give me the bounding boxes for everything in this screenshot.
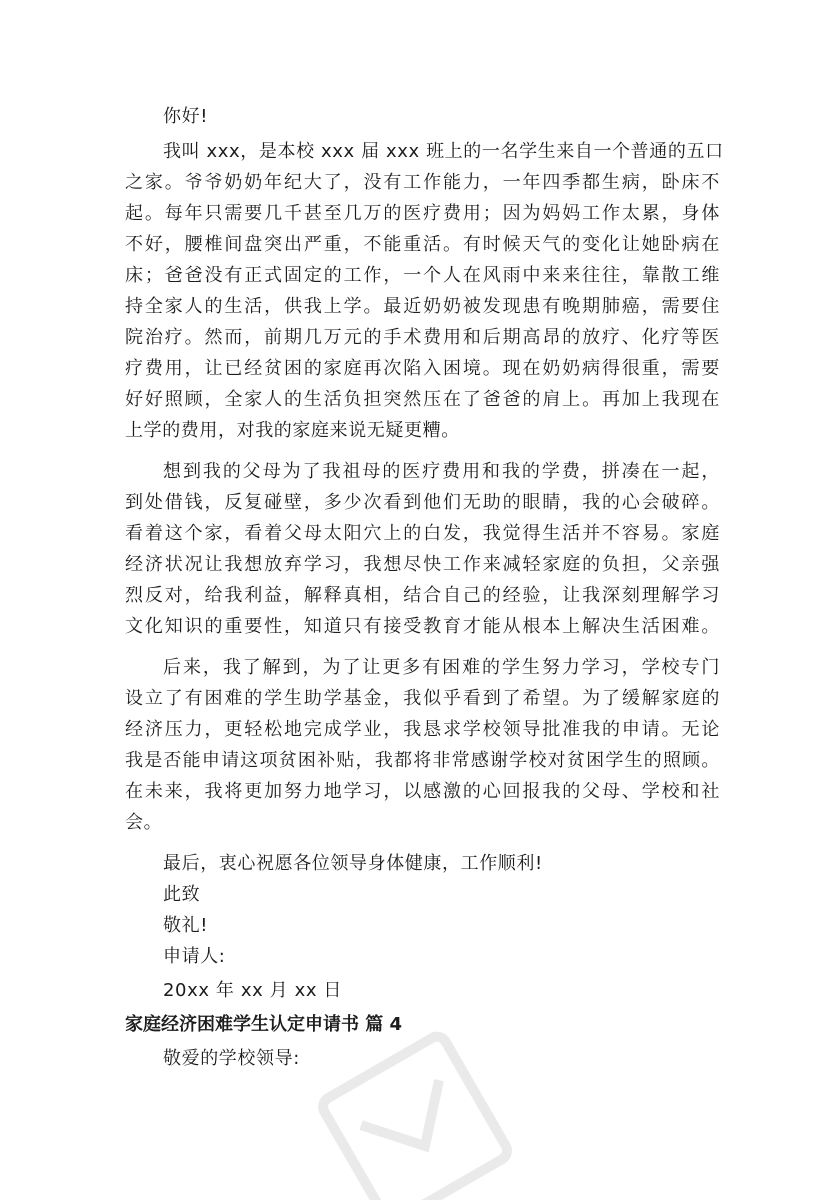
greeting: 你好!: [163, 106, 209, 127]
para2-line: 看着这个家，看着父母太阳穴上的白发，我觉得生活并不容易。家庭: [125, 523, 720, 544]
next-salutation: 敬爱的学校领导:: [163, 1048, 300, 1069]
para2-line: 文化知识的重要性，知道只有接受教育才能从根本上解决生活困难。: [125, 616, 720, 637]
para1-line: 好好照顾，全家人的生活负担突然压在了爸爸的肩上。再加上我现在: [125, 389, 720, 410]
para3-line: 我是否能申请这项贫困补贴，我都将非常感谢学校对贫困学生的照顾。: [125, 750, 720, 771]
applicant-label: 申请人:: [163, 946, 226, 967]
para1-line: 院治疗。然而，前期几万元的手术费用和后期高昂的放疗、化疗等医: [125, 327, 720, 348]
section-heading: 家庭经济困难学生认定申请书 篇 4: [125, 1014, 403, 1035]
para1-line: 之家。爷爷奶奶年纪大了，没有工作能力，一年四季都生病，卧床不: [125, 172, 720, 193]
para2-line: 烈反对，给我利益，解释真相，结合自己的经验，让我深刻理解学习: [125, 585, 720, 606]
para2-line: 到处借钱，反复碰壁，多少次看到他们无助的眼睛，我的心会破碎。: [125, 492, 720, 513]
para1-line: 疗费用，让已经贫困的家庭再次陷入困境。现在奶奶病得很重，需要: [125, 358, 720, 379]
para1-line: 不好，腰椎间盘突出严重，不能重活。有时候天气的变化让她卧病在: [125, 234, 720, 255]
para3-line: 在未来，我将更加努力地学习，以感激的心回报我的父母、学校和社: [125, 781, 720, 802]
para3-line: 设立了有困难的学生助学基金，我似乎看到了希望。为了缓解家庭的: [125, 688, 720, 709]
para1-line: 床；爸爸没有正式固定的工作，一个人在风雨中来来往往，靠散工维: [125, 265, 720, 286]
para1-line: 起。每年只需要几千甚至几万的医疗费用；因为妈妈工作太累，身体: [125, 203, 720, 224]
para1-line: 上学的费用，对我的家庭来说无疑更糟。: [125, 420, 460, 441]
date-line: 20xx 年 xx 月 xx 日: [163, 980, 343, 1001]
para1-line: 持全家人的生活，供我上学。最近奶奶被发现患有晚期肺癌，需要住: [125, 296, 720, 317]
para3-line: 会。: [125, 812, 163, 833]
zhizhi: 此致: [163, 884, 201, 905]
para2-line: 想到我的父母为了我祖母的医疗费用和我的学费，拼凑在一起，: [163, 461, 720, 482]
para2-line: 经济状况让我想放弃学习，我想尽快工作来减轻家庭的负担，父亲强: [125, 554, 720, 575]
jingli: 敬礼!: [163, 915, 209, 936]
para3-line: 后来，我了解到，为了让更多有困难的学生努力学习，学校专门: [163, 657, 720, 678]
watermark-icon: [280, 1000, 540, 1200]
para1-line: 我叫 xxx，是本校 xxx 届 xxx 班上的一名学生来自一个普通的五口: [163, 141, 724, 162]
closing-wish: 最后，衷心祝愿各位领导身体健康，工作顺利!: [163, 853, 543, 874]
para3-line: 经济压力，更轻松地完成学业，我恳求学校领导批准我的申请。无论: [125, 719, 720, 740]
